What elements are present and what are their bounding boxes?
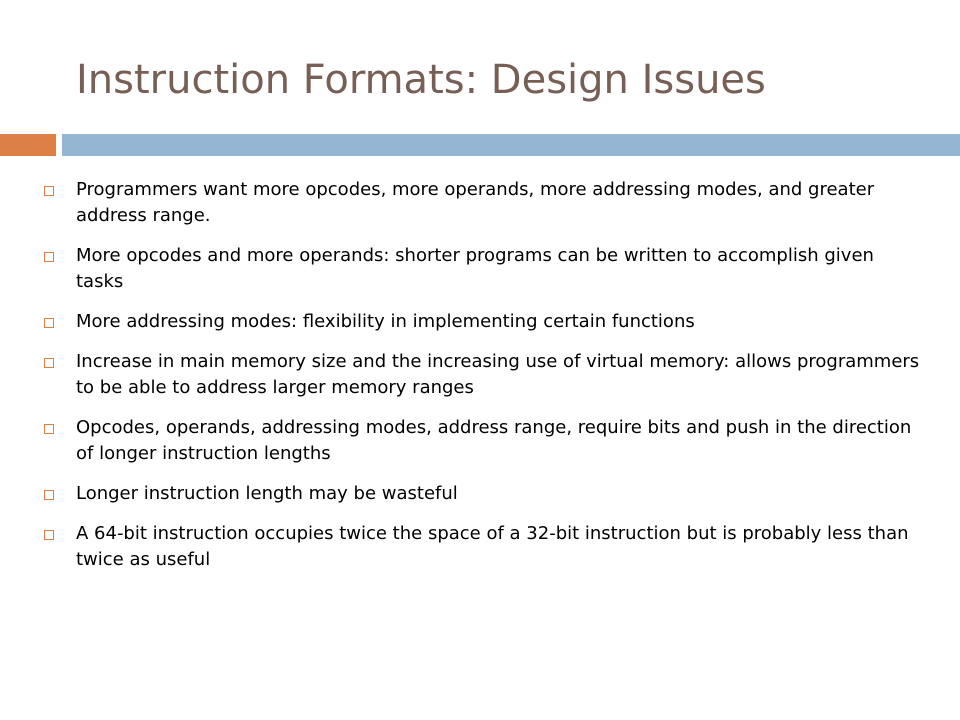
- bullet-item: [44, 481, 924, 507]
- title-accent-bar: [0, 134, 56, 156]
- bullet-item: [44, 415, 924, 467]
- square-bullet-icon: [44, 358, 54, 368]
- bullet-text: Increase in main memory size and the increasing use of virtual memory: allows programmers to be able to address larger memory ranges: [76, 351, 920, 398]
- square-bullet-icon: [44, 424, 54, 434]
- bullet-item: [44, 349, 924, 401]
- bullet-list: [44, 177, 924, 587]
- bullet-text: Opcodes, operands, addressing modes, address range, require bits and push in the direction of longer instruction lengths: [76, 417, 912, 464]
- square-bullet-icon: [44, 186, 54, 196]
- bullet-text: More addressing modes: flexibility in implementing certain functions: [76, 311, 695, 332]
- square-bullet-icon: [44, 490, 54, 500]
- bullet-item: [44, 309, 924, 335]
- slide-title: Instruction Formats: Design Issues: [76, 57, 766, 103]
- square-bullet-icon: [44, 530, 54, 540]
- bullet-item: [44, 243, 924, 295]
- square-bullet-icon: [44, 252, 54, 262]
- bullet-text: Programmers want more opcodes, more operands, more addressing modes, and greater address range.: [76, 179, 875, 226]
- bullet-text: A 64-bit instruction occupies twice the space of a 32-bit instruction but is probably less than twice as useful: [76, 523, 909, 570]
- bullet-text: Longer instruction length may be wasteful: [76, 483, 458, 504]
- bullet-text: More opcodes and more operands: shorter programs can be written to accomplish given tasks: [76, 245, 874, 292]
- title-divider-bar: [62, 134, 960, 156]
- square-bullet-icon: [44, 318, 54, 328]
- bullet-item: [44, 177, 924, 229]
- bullet-item: [44, 521, 924, 573]
